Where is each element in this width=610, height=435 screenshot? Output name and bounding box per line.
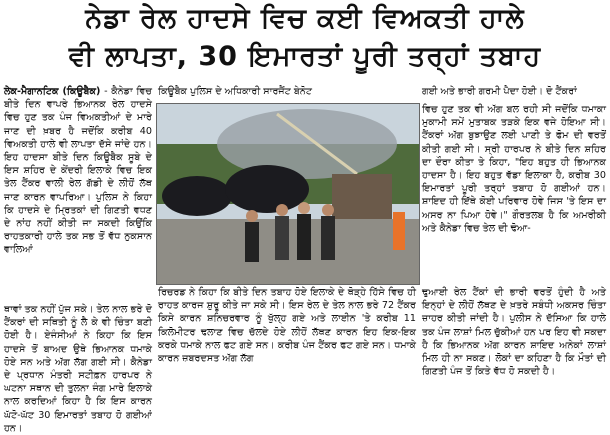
article-column-mid-top xyxy=(158,85,416,103)
dateline: ਲੇਕ-ਮੈਗਾਨਟਿਕ (ਕਿਊਬੈਕ) xyxy=(4,86,101,97)
article-text-right-top: ਗਈ ਅਤੇ ਭਾਰੀ ਗਰਮੀ ਪੈਦਾ ਹੋਈ। ਦੋ ਟੈਂਕਰਾਂ xyxy=(422,86,577,97)
article-text-left-top: - ਕੈਨੇਡਾ ਵਿਚ ਬੀਤੇ ਦਿਨ ਵਾਪਰੇ ਭਿਆਨਕ ਰੇਲ ਹਾਦਸੇ ਵਿਚ ਹੁਣ ਤਕ ਪੰਜ ਵਿਅਕਤੀਆਂ ਦੇ ਮਾਰੇ ਜਾਣ ਦੀ ਖ਼ਬਰ ਹੈ ਜਦੋਂਕਿ ਕਰੀਬ 40 ਵਿਅਕਤੀ ਹਾਲੇ ਵੀ ਲਾਪਤਾ ਦੱਸੇ ਜਾਂਦੇ ਹਨ। ਇਹ ਹਾਦਸਾ ਬੀਤੇ ਦਿਨ ਕਿਊਬੈਕ ਸੂਬੇ ਦੇ ਇਸ ਸ਼ਹਿਰ ਦੇ ਕੇਂਦਰੀ ਇਲਾਕੇ ਵਿਚ ਇਕ ਤੇਲ ਟੈਂਕਰ ਵਾਲੀ ਰੇਲ ਗੱਡੀ ਦੇ ਲੀਹੋਂ ਲੱਥ ਜਾਣ ਕਾਰਨ ਵਾਪਰਿਆ। ਪੁਲਿਸ ਨੇ ਕਿਹਾ ਕਿ ਹਾਦਸੇ ਦੇ ਮ੍ਰਿਤਕਾਂ ਦੀ ਗਿਣਤੀ ਵਧਣ ਦੇ ਨਾਂਹ ਨਹੀਂ ਕੀਤੀ ਜਾ ਸਕਦੀ ਕਿਉਂਕਿ ਰਾਹਤਕਾਰੀ ਹਾਲੇ ਤਕ ਸਭ ਤੋਂ ਵੱਧ ਨੁਕਸਾਨ ਵਾਲਿਆਂ xyxy=(4,86,152,256)
article-text-mid-top: ਕਿਊਬੈਕ ਪੁਲਿਸ ਦੇ ਅਧਿਕਾਰੀ ਸਾਰਜੈਂਟ ਬੇਨੋਟ xyxy=(158,86,312,97)
photo-smoke xyxy=(217,109,397,179)
article-column-right xyxy=(422,103,606,283)
article-text-bottom-right: ਢੁਆਈ ਰੇਲ ਟੈਂਕਾਂ ਦੀ ਭਾਰੀ ਵਰਤੋਂ ਹੁੰਦੀ ਹੈ ਅਤੇ ਇਨ੍ਹਾਂ ਦੇ ਲੀਹੋਂ ਲੱਥਣ ਦੇ ਖ਼ਤਰੇ ਸਬੰਧੀ ਅਕਸਰ ਚਿੰਤਾ ਜ਼ਾਹਰ ਕੀਤੀ ਜਾਂਦੀ ਹੈ। ਪੁਲੀਸ ਨੇ ਦੱਸਿਆ ਕਿ ਹਾਲੇ ਤਕ ਪੰਜ ਲਾਸ਼ਾਂ ਮਿਲ ਚੁੱਕੀਆਂ ਹਨ ਪਰ ਇਹ ਵੀ ਸਕਦਾ ਹੈ ਕਿ ਭਿਆਨਕ ਅੱਗ ਕਾਰਨ ਸ਼ਾਇਦ ਅਨੇਕਾਂ ਲਾਸ਼ਾਂ ਮਿਲ ਹੀ ਨਾ ਸਕਣ। ਲੋਕਾਂ ਦਾ ਕਹਿਣਾ ਹੈ ਕਿ ਮੌਤਾਂ ਦੀ ਗਿਣਤੀ ਪੰਜ ਤੋਂ ਕਿਤੇ ਵੱਧ ਹੋ ਸਕਦੀ ਹੈ। xyxy=(422,287,606,378)
article-column-left-bottom xyxy=(4,303,152,434)
article-column-bottom-mid xyxy=(158,286,416,401)
headline-line-1: ਨੇਡਾ ਰੇਲ ਹਾਦਸੇ ਵਿਚ ਕਈ ਵਿਅਕਤੀ ਹਾਲੇ xyxy=(85,3,525,34)
article-text-right: ਵਿਚ ਹੁਣ ਤਕ ਵੀ ਅੱਗ ਬਲ ਰਹੀ ਸੀ ਜਦੋਂਕਿ ਧਮਾਕਾ ਮੁਕਾਮੀ ਸਮੇਂ ਮੁਤਾਬਕ ਤੜਕੇ ਇਕ ਵਜੇ ਹੋਇਆ ਸੀ। ਟੈਂਕਰਾਂ ਅੱਗ ਬੁਝਾਉਣ ਲਈ ਪਾਣੀ ਤੇ ਫੋਮ ਦੀ ਵਰਤੋਂ ਕੀਤੀ ਗਈ ਸੀ। ਸ੍ਰੀ ਹਾਰਪਰ ਨੇ ਬੀਤੇ ਦਿਨ ਸ਼ਹਿਰ ਦਾ ਦੌਰਾ ਕੀਤਾ ਤੇ ਕਿਹਾ, "ਇਹ ਬਹੁਤ ਹੀ ਭਿਆਨਕ ਹਾਦਸਾ ਹੈ। ਇਹ ਬਹੁਤ ਵੱਡਾ ਇਲਾਕਾ ਹੈ, ਕਰੀਬ 30 ਇਮਾਰਤਾਂ ਪੂਰੀ ਤਰ੍ਹਾਂ ਤਬਾਹ ਹੋ ਗਈਆਂ ਹਨ। ਸ਼ਾਇਦ ਹੀ ਇੱਥੇ ਕੋਈ ਪਰਿਵਾਰ ਹੋਵੇ ਜਿਸ 'ਤੇ ਇਸ ਦਾ ਅਸਰ ਨਾ ਪਿਆ ਹੋਵੇ।" ਗੌਰਤਲਬ ਹੈ ਕਿ ਅਮਰੀਕੀ ਅਤੇ ਕੈਨੇਡਾ ਵਿਚ ਤੇਲ ਦੀ ਢੋਆ- xyxy=(422,104,606,234)
news-photo xyxy=(156,103,420,285)
article-text-left-bottom: ਥਾਵਾਂ ਤਕ ਨਹੀਂ ਪੁੱਜ ਸਕੇ। ਤੇਲ ਨਾਲ ਭਰੇ ਦੋ ਟੈਂਕਰਾਂ ਦੀ ਸਥਿਤੀ ਨੂੰ ਲੈ ਕੇ ਵੀ ਚਿੰਤਾ ਬਣੀ ਹੋਈ ਹੈ। ਏਜੰਸੀਆਂ ਨੇ ਕਿਹਾ ਕਿ ਇਸ ਹਾਦਸੇ ਤੋਂ ਬਾਅਦ ਉਥੇ ਭਿਆਨਕ ਧਮਾਕੇ ਹੋਏ ਸਨ ਅਤੇ ਅੱਗ ਲੱਗ ਗਈ ਸੀ। ਕੈਨੇਡਾ ਦੇ ਪ੍ਰਧਾਨ ਮੰਤਰੀ ਸਟੀਫ਼ਨ ਹਾਰਪਰ ਨੇ ਘਟਨਾ ਸਥਾਨ ਦੀ ਤੁਲਨਾ ਜੰਗ ਮਾਰੇ ਇਲਾਕੇ ਨਾਲ ਕਰਦਿਆਂ ਕਿਹਾ ਹੈ ਕਿ ਇਸ ਕਾਰਨ ਘੱਟੋ-ਘੱਟ 30 ਇਮਾਰਤਾਂ ਤਬਾਹ ਹੋ ਗਈਆਂ ਹਨ। xyxy=(4,304,152,434)
article-text-bottom-mid: ਰਿਚਰਡ ਨੇ ਕਿਹਾ ਕਿ ਬੀਤੇ ਦਿਨ ਤਬਾਹ ਹੋਏ ਇਲਾਕੇ ਦੇ ਥੋੜ੍ਹੇ ਹਿੱਸੇ ਵਿਚ ਹੀ ਰਾਹਤ ਕਾਰਜ ਸ਼ੁਰੂ ਕੀਤੇ ਜਾ ਸਕੇ ਸੀ। ਇਸ ਰੇਲ ਦੇ ਤੇਲ ਨਾਲ ਭਰੇ 72 ਟੈਂਕਰ ਕਿਸੇ ਕਾਰਨ ਸ਼ਨਿਚਰਵਾਰ ਨੂੰ ਖੁੱਲ੍ਹ ਗਏ ਅਤੇ ਲਾਈਨ 'ਤੇ ਕਰੀਬ 11 ਕਿਲੋਮੀਟਰ ਢਲਾਣ ਵਿਚ ਚੱਲਦੇ ਹੋਏ ਲੀਹੋਂ ਲੱਥਣ ਕਾਰਨ ਇਹ ਇਕ-ਇਕ ਕਰਕੇ ਧਮਾਕੇ ਨਾਲ ਫਟ ਗਏ ਸਨ। ਕਰੀਬ ਪੰਜ ਟੈਂਕਰ ਫਟ ਗਏ ਸਨ। ਧਮਾਕੇ ਕਾਰਨ ਜ਼ਬਰਦਸਤ ਅੱਗ ਲੱਗ xyxy=(158,287,416,365)
photo-tanker-2 xyxy=(225,165,309,213)
article-column-right-top xyxy=(422,85,606,103)
headline-line-2: ਵੀ ਲਾਪਤਾ, 30 ਇਮਾਰਤਾਂ ਪੂਰੀ ਤਰ੍ਹਾਂ ਤਬਾਹ xyxy=(68,41,542,72)
photo-barrel xyxy=(393,212,405,250)
photo-tanker-1 xyxy=(162,176,232,216)
article-column-bottom-right xyxy=(422,286,606,401)
article-column-left-top xyxy=(4,85,152,303)
photo-debris xyxy=(332,174,392,219)
